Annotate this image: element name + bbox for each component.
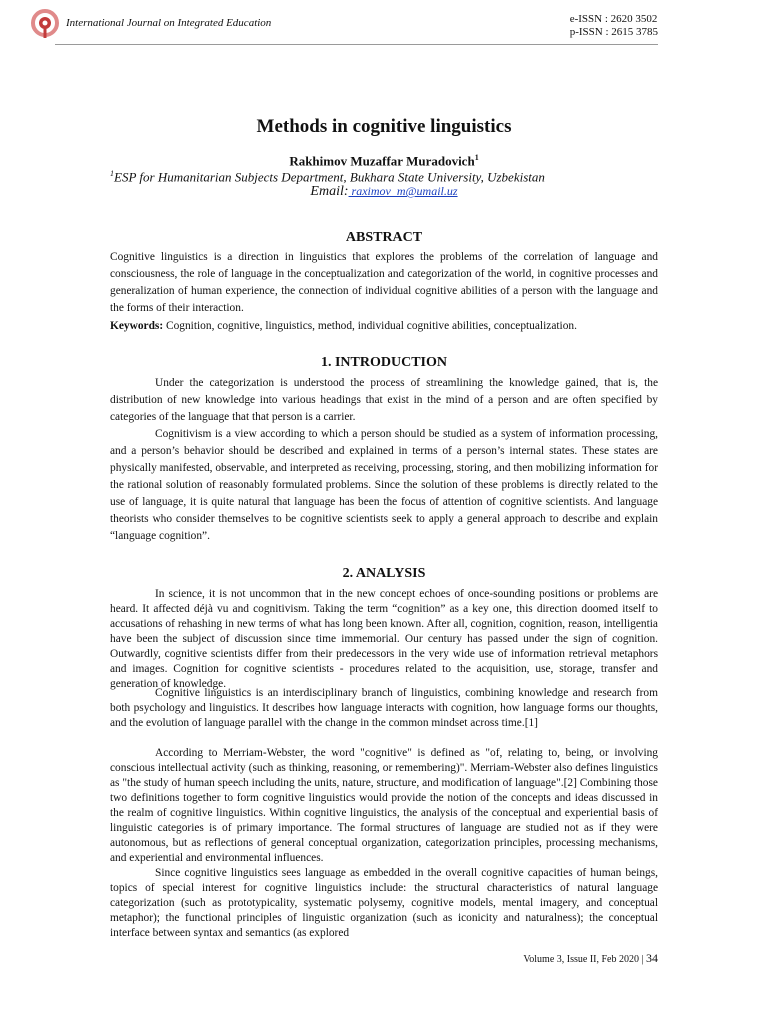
pissn: p-ISSN : 2615 3785 <box>569 26 658 38</box>
analysis-paragraph-3: According to Merriam-Webster, the word "cognitive" is defined as "of, relating to, being, or involving conscious intellectual activity (such as thinking, reasoning, or remembering)". Merriam-Webster also defines linguistics as "the study of human speech including the units, nature, structure, and modification of language".[2] Combining those two definitions together to form cognitive linguistics would provide the notion of the concepts and ideas discussed in the realm of cognitive linguistics. Within cognitive linguistics, the analysis of the conceptual and experiential basis of linguistic categories is of primary importance. The formal structures of language are studied not as if they were autonomous, but as reflections of general conceptual organization, categorization principles, processing mechanisms, and experiential and environmental influences. <box>110 747 658 864</box>
analysis-paragraph-4: Since cognitive linguistics sees language as embedded in the overall cognitive capacities of human beings, topics of special interest for cognitive linguistics include: the structural characteristics of natural language categorization (such as prototypicality, systematic polysemy, cognitive models, mental imagery, and conceptual metaphor); the functional principles of linguistic organization (such as iconicity and naturalness); the conceptual interface between syntax and semantics (as explored <box>110 867 658 939</box>
keywords-text: Cognition, cognitive, linguistics, method, individual cognitive abilities, conceptualization. <box>163 320 577 332</box>
introduction-paragraph-1: Under the categorization is understood the process of streamlining the knowledge gained, that is, the distribution of new knowledge into various headings that exist in the mind of a person and are often specified by categories of the language that that person is a carrier. <box>110 377 658 423</box>
email-link[interactable]: raximov_m@umail.uz <box>348 184 458 198</box>
issn-block <box>570 13 658 39</box>
abstract-heading: ABSTRACT <box>345 230 423 245</box>
page-number: 34 <box>646 951 658 965</box>
email-label: Email: <box>310 184 349 199</box>
keywords-label: Keywords: <box>110 320 164 332</box>
introduction-heading: 1. INTRODUCTION <box>320 355 447 370</box>
abstract-text: Cognitive linguistics is a direction in linguistics that explores the problems of the correlation of language and consciousness, the role of language in the conceptualization and categorization of the world, in cognitive processes and generalization of human experience, the connection of individual cognitive abilities of a person with the language and the forms of their interaction. <box>110 251 658 314</box>
header-divider <box>55 44 658 45</box>
affiliation-text: ESP for Humanitarian Subjects Department, Bukhara State University, Uzbekistan <box>114 169 545 185</box>
analysis-paragraph-2: Cognitive linguistics is an interdisciplinary branch of linguistics, combining knowledge and research from both psychology and linguistics. It describes how language interacts with cognition, how language forms our thoughts, and the evolution of language parallel with the change in the common mindset across time.[1] <box>110 687 658 729</box>
analysis-paragraph-1: In science, it is not uncommon that in the new concept echoes of once-sounding positions or problems are heard. It affected déjà vu and cognitivism. Taking the term “cognition” as a key one, this direction doomed itself to accusations of rehashing in new terms of what has long been known. After all, cognition, cognition, reason, intelligentia have been the subject of discussion since time immemorial. Our century has passed under the sign of cognition. Outwardly, cognitive scientists differ from their predecessors in the very wide use of information retrieval metaphors and images. Cognition for cognitive scientists - procedures related to the acquisition, use, storage, transfer and generation of knowledge. <box>110 588 658 690</box>
affiliation <box>110 169 670 185</box>
article-title: Methods in cognitive linguistics <box>256 116 512 137</box>
page-footer <box>523 951 658 966</box>
email-line <box>0 184 768 200</box>
author-name <box>0 153 768 169</box>
eissn: e-ISSN : 2620 3502 <box>569 13 658 25</box>
volume-info: Volume 3, Issue II, Feb 2020 | <box>523 954 644 965</box>
analysis-heading: 2. ANALYSIS <box>342 566 426 581</box>
affiliation-marker: 1 <box>110 169 114 178</box>
author-name-text: Rakhimov Muzaffar Muradovich <box>289 153 475 169</box>
journal-name: International Journal on Integrated Education <box>66 17 272 29</box>
keywords <box>110 318 658 335</box>
introduction-paragraph-2: Cognitivism is a view according to which a person should be studied as a system of information processing, and a person’s behavior should be described and explained in terms of a person’s internal states. These states are physically manifested, observable, and interpreted as receiving, processing, storing, and then mobilizing information for the rational solution of reasonably formulated problems. Since the solution of these problems is directly related to the use of language, it is quite natural that language has been the focus of attention of cognitive scientists. And language theorists who consider themselves to be cognitive scientists seek to apply a general approach to describe and explain “language cognition”. <box>110 428 658 542</box>
author-affiliation-marker: 1 <box>474 153 479 162</box>
journal-logo <box>30 8 60 40</box>
